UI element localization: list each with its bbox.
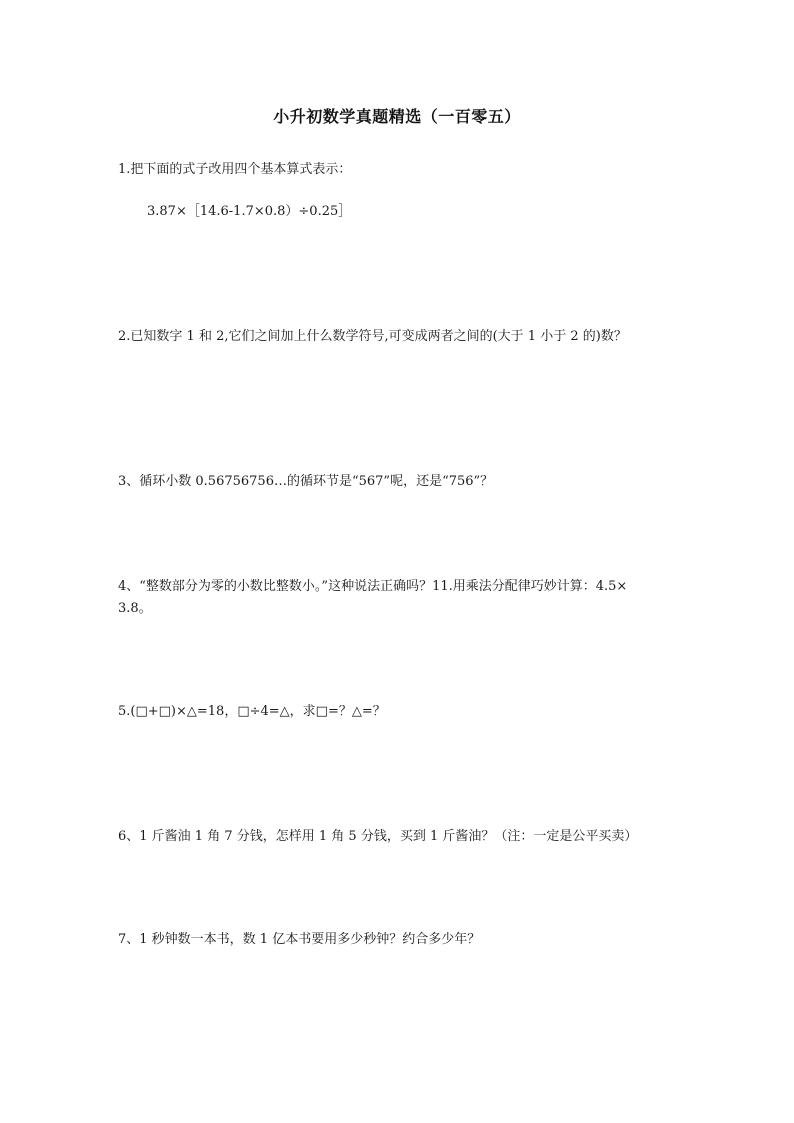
question-4-continuation: 3.8。 <box>118 601 152 616</box>
question-3: 3、循环小数 0.56756756…的循环节是“567”呢，还是“756”？ <box>118 474 494 489</box>
question-1: 1.把下面的式子改用四个基本算式表示： <box>118 162 352 177</box>
question-4: 4、“整数部分为零的小数比整数小。”这种说法正确吗？11.用乘法分配律巧妙计算：4.5× <box>118 579 628 594</box>
question-2: 2.已知数字 1 和 2,它们之间加上什么数学符号,可变成两者之间的(大于 1 小于 2 的)数？ <box>118 329 627 344</box>
question-1-expression: 3.87×［14.6-1.7×0.8）÷0.25］ <box>147 204 352 219</box>
question-6: 6、1 斤酱油 1 角 7 分钱，怎样用 1 角 5 分钱，买到 1 斤酱油？（注：一定是公平买卖） <box>118 829 638 844</box>
question-7: 7、1 秒钟数一本书，数 1 亿本书要用多少秒钟？约合多少年？ <box>118 932 481 947</box>
page-title: 小升初数学真题精选（一百零五） <box>273 107 521 126</box>
question-5: 5.(□+□)×△=18，□÷4=△，求□=？△=？ <box>118 704 386 719</box>
